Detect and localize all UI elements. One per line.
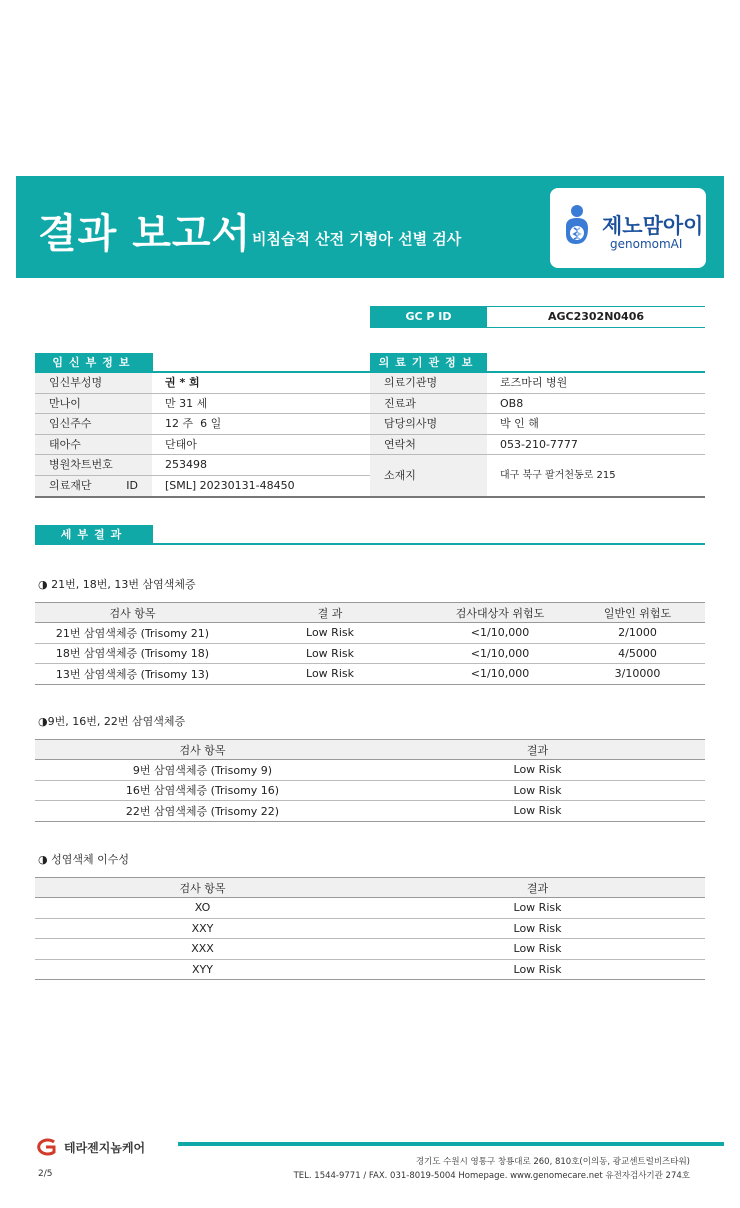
patient-name-value: 권 * 희 (165, 376, 200, 389)
department-label: 진료과 (370, 394, 487, 414)
result: Low Risk (370, 939, 705, 960)
fetus-count-label: 태아수 (35, 435, 152, 455)
hospital-info-table (370, 373, 705, 498)
table-header-row (35, 740, 705, 760)
subject-risk: <1/10,000 (430, 643, 570, 664)
patient-row (35, 455, 370, 476)
table-row (35, 643, 705, 664)
column-header: 일반인 위험도 (570, 603, 705, 623)
result: Low Risk (370, 918, 705, 939)
table-header-row (35, 878, 705, 898)
terragen-company-name: 테라젠지놈케어 (64, 1141, 146, 1155)
hospital-row (370, 373, 705, 394)
result: Low Risk (370, 959, 705, 980)
table-row (35, 664, 705, 685)
gestational-age-label: 임신주수 (35, 414, 152, 434)
table-row (35, 898, 705, 919)
result: Low Risk (230, 664, 430, 685)
location-value: 대구 북구 팔거천동로 215 (500, 470, 616, 481)
section-trisomy-9-16-22-title: ◑9번, 16번, 22번 삼염색체증 (38, 715, 186, 728)
column-header: 검사 항목 (35, 878, 370, 898)
age-value: 만 31 세 (165, 396, 208, 410)
test-item: 13번 삼염색체증 (Trisomy 13) (35, 664, 230, 685)
patient-name-label: 임신부성명 (35, 373, 152, 393)
patient-info-tab: 임신부정보 (35, 353, 153, 372)
chart-number-label: 병원차트번호 (35, 455, 152, 475)
footer-contact: TEL. 1544-9771 / FAX. 031-8019-5004 Homepage. www.genomecare.net 유전자검사기관 274호 (293, 1171, 690, 1181)
table-row (35, 623, 705, 644)
test-item: 9번 삼염색체증 (Trisomy 9) (35, 760, 370, 781)
result: Low Risk (370, 801, 705, 822)
test-item: 16번 삼염색체증 (Trisomy 16) (35, 780, 370, 801)
column-header: 검사대상자 위험도 (430, 603, 570, 623)
table-row (35, 939, 705, 960)
fetus-count-value: 단태아 (165, 437, 197, 451)
test-item: XXX (35, 939, 370, 960)
section-sex-chromosome-title: ◑ 성염색체 이수성 (38, 853, 129, 866)
table-row (35, 760, 705, 781)
patient-row (35, 414, 370, 435)
table-header-row (35, 603, 705, 623)
test-item: 18번 삼염색체증 (Trisomy 18) (35, 643, 230, 664)
general-risk: 4/5000 (570, 643, 705, 664)
doctor-value: 박 인 해 (500, 417, 539, 430)
test-item: XO (35, 898, 370, 919)
column-header: 결 과 (230, 603, 430, 623)
table-row (35, 780, 705, 801)
table-row (35, 801, 705, 822)
department-value: OB8 (500, 396, 524, 410)
gcp-id-label: GC P ID (370, 307, 487, 327)
column-header: 검사 항목 (35, 740, 370, 760)
report-banner (16, 176, 724, 278)
footer-bar (178, 1142, 724, 1146)
patient-row (35, 476, 370, 497)
report-title: 결과 보고서 (38, 211, 252, 257)
general-risk: 2/1000 (570, 623, 705, 644)
detail-results-rule (35, 543, 705, 545)
column-header: 검사 항목 (35, 603, 230, 623)
contact-value: 053-210-7777 (500, 437, 578, 451)
footer-address: 경기도 수원시 영통구 창룡대로 260, 810호(이의동, 광교센트럴비즈타워) (415, 1157, 690, 1167)
hospital-row (370, 414, 705, 435)
hospital-row (370, 455, 705, 496)
hospital-name-value: 로즈마리 병원 (500, 376, 568, 389)
genomom-logo (550, 188, 706, 268)
hospital-info-tab: 의료기관정보 (370, 353, 487, 372)
general-risk: 3/10000 (570, 664, 705, 685)
contact-label: 연락처 (370, 435, 487, 455)
test-item: 22번 삼염색체증 (Trisomy 22) (35, 801, 370, 822)
chart-number-value: 253498 (165, 458, 207, 471)
result: Low Risk (230, 623, 430, 644)
terragen-logo (32, 1138, 172, 1156)
result: Low Risk (370, 760, 705, 781)
test-item: XXY (35, 918, 370, 939)
doctor-label: 담당의사명 (370, 414, 487, 434)
report-subtitle: 비침습적 산전 기형아 선별 검사 (252, 230, 462, 248)
detail-results-tab: 세부결과 (35, 525, 153, 544)
gestational-age-value: 12 주 6 일 (165, 417, 222, 430)
column-header: 결과 (370, 740, 705, 760)
patient-info-table (35, 373, 370, 498)
column-header: 결과 (370, 878, 705, 898)
logo-name: 제노맘아이 (602, 214, 704, 238)
subject-risk: <1/10,000 (430, 623, 570, 644)
trisomy-21-18-13-table (35, 602, 705, 685)
test-item: XYY (35, 959, 370, 980)
section-trisomy-21-18-13-title: ◑ 21번, 18번, 13번 삼염색체증 (38, 578, 196, 591)
patient-row (35, 435, 370, 456)
patient-row (35, 394, 370, 415)
location-label: 소재지 (370, 455, 487, 496)
trisomy-9-16-22-table (35, 739, 705, 822)
hospital-row (370, 435, 705, 456)
result: Low Risk (230, 643, 430, 664)
result: Low Risk (370, 898, 705, 919)
terragen-logo-icon (32, 1138, 60, 1156)
hospital-name-label: 의료기관명 (370, 373, 487, 393)
gcp-id-box (370, 306, 705, 328)
table-row (35, 918, 705, 939)
page-number: 2/5 (38, 1169, 53, 1179)
hospital-row (370, 394, 705, 415)
sex-chromosome-table (35, 877, 705, 980)
foundation-id-label: 의료재단 ID (35, 476, 152, 497)
table-row (35, 959, 705, 980)
age-label: 만나이 (35, 394, 152, 414)
patient-row (35, 373, 370, 394)
subject-risk: <1/10,000 (430, 664, 570, 685)
foundation-id-value: [SML] 20230131-48450 (165, 478, 295, 492)
logo-english-name: genomomAI (610, 237, 683, 251)
result: Low Risk (370, 780, 705, 801)
test-item: 21번 삼염색체증 (Trisomy 21) (35, 623, 230, 644)
gcp-id-value: AGC2302N0406 (547, 310, 645, 323)
genomom-logo-icon (562, 204, 592, 248)
